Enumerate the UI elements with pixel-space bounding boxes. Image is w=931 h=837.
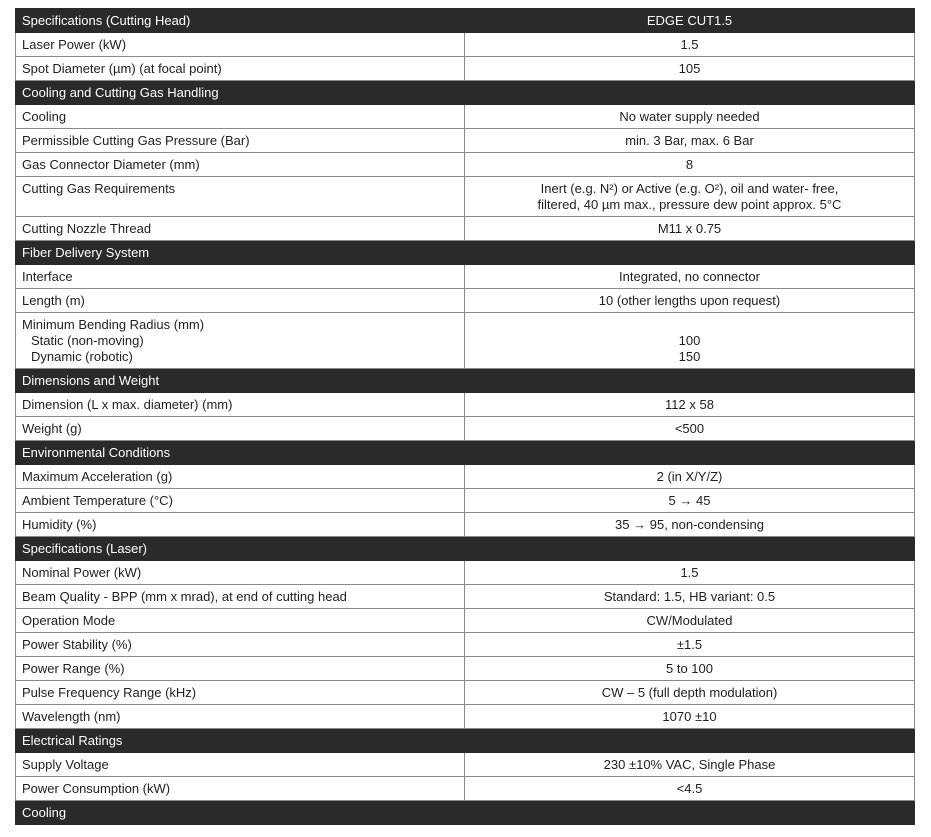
spec-value-cell	[465, 177, 915, 217]
spec-label: Supply Voltage	[22, 756, 109, 772]
spec-label-cell	[16, 217, 465, 241]
spec-label-cell	[16, 177, 465, 217]
section-header-row	[16, 801, 915, 825]
spec-value: <4.5	[676, 780, 703, 796]
spec-row	[16, 753, 915, 777]
section-title: Environmental Conditions	[16, 441, 465, 465]
spec-label-cell	[16, 513, 465, 537]
spec-value-cell	[465, 489, 915, 513]
spec-row	[16, 705, 915, 729]
spec-label: Interface	[22, 268, 73, 284]
spec-label-cell	[16, 417, 465, 441]
section-title: Electrical Ratings	[16, 729, 465, 753]
spec-label: Minimum Bending Radius (mm)	[22, 317, 205, 332]
spec-value: No water supply needed	[619, 108, 760, 124]
section-value	[465, 81, 915, 105]
spec-label: Nominal Power (kW)	[22, 564, 142, 580]
spec-row	[16, 417, 915, 441]
spec-row	[16, 153, 915, 177]
spec-row	[16, 393, 915, 417]
spec-value-cell	[465, 561, 915, 585]
spec-label: Cutting Gas Requirements	[22, 181, 176, 196]
section-value	[465, 441, 915, 465]
section-value	[465, 729, 915, 753]
spec-label-cell	[16, 681, 465, 705]
spec-value: 100	[678, 333, 701, 348]
spec-row	[16, 465, 915, 489]
spec-label: Maximum Acceleration (g)	[22, 468, 173, 484]
spec-value-cell	[465, 465, 915, 489]
section-value	[465, 369, 915, 393]
spec-label-cell	[16, 393, 465, 417]
spec-value: Inert (e.g. N²) or Active (e.g. O²), oil and water- free,	[540, 181, 839, 196]
spec-label: Power Range (%)	[22, 660, 125, 676]
spec-row	[16, 105, 915, 129]
spec-label: Laser Power (kW)	[22, 36, 127, 52]
section-title: Dimensions and Weight	[16, 369, 465, 393]
spec-label-cell	[16, 609, 465, 633]
spec-label-cell	[16, 313, 465, 369]
spec-value: 112 x 58	[665, 396, 714, 412]
spec-value-cell	[465, 289, 915, 313]
spec-value-cell	[465, 777, 915, 801]
spec-row	[16, 33, 915, 57]
spec-value: 8	[685, 156, 694, 172]
spec-label: Cutting Nozzle Thread	[22, 220, 152, 236]
spec-value: 230 ±10% VAC, Single Phase	[603, 756, 776, 772]
spec-row	[16, 777, 915, 801]
spec-row	[16, 177, 915, 217]
spec-value: 2 (in X/Y/Z)	[656, 468, 723, 484]
spec-value-cell	[465, 753, 915, 777]
section-header-row	[16, 9, 915, 33]
spec-value-cell	[465, 657, 915, 681]
section-value	[465, 801, 915, 825]
spec-value-cell	[465, 153, 915, 177]
spec-value-cell	[465, 265, 915, 289]
spec-row	[16, 289, 915, 313]
spec-row	[16, 633, 915, 657]
section-value	[465, 537, 915, 561]
spec-row	[16, 561, 915, 585]
spec-value: M11 x 0.75	[657, 220, 722, 236]
spec-value: Integrated, no connector	[619, 268, 760, 284]
section-header-row	[16, 537, 915, 561]
spec-label-cell	[16, 585, 465, 609]
section-title: Cooling	[16, 801, 465, 825]
spec-label: Power Consumption (kW)	[22, 780, 171, 796]
spec-value-cell	[465, 313, 915, 369]
spec-value: <500	[674, 420, 705, 436]
spec-label-cell	[16, 777, 465, 801]
spec-label-cell	[16, 633, 465, 657]
spec-value-cell	[465, 585, 915, 609]
spec-value: 150	[678, 349, 701, 364]
spec-value-cell	[465, 33, 915, 57]
spec-value: 1.5	[680, 36, 699, 52]
spec-label: Length (m)	[22, 292, 85, 308]
spec-label-cell	[16, 561, 465, 585]
spec-label-cell	[16, 489, 465, 513]
spec-row	[16, 609, 915, 633]
spec-table-body	[16, 9, 915, 825]
spec-value: 35 → 95, non-condensing	[615, 516, 764, 532]
spec-label-cell	[16, 105, 465, 129]
spec-row	[16, 489, 915, 513]
spec-label-cell	[16, 289, 465, 313]
spec-value: 1.5	[680, 564, 699, 580]
spec-label: Static (non-moving)	[31, 333, 144, 348]
spec-label: Spot Diameter (µm) (at focal point)	[22, 60, 222, 76]
spec-value-cell	[465, 705, 915, 729]
section-title: Fiber Delivery System	[16, 241, 465, 265]
spec-label-cell	[16, 753, 465, 777]
spec-value: 10 (other lengths upon request)	[598, 292, 781, 308]
spec-table	[15, 8, 915, 825]
spec-label: Pulse Frequency Range (kHz)	[22, 684, 197, 700]
spec-value-cell	[465, 609, 915, 633]
spec-label-cell	[16, 129, 465, 153]
spec-value-cell	[465, 417, 915, 441]
spec-label: Weight (g)	[22, 420, 82, 436]
section-title: Specifications (Laser)	[16, 537, 465, 561]
section-title: Specifications (Cutting Head)	[16, 9, 465, 33]
spec-label-cell	[16, 33, 465, 57]
spec-label: Gas Connector Diameter (mm)	[22, 156, 200, 172]
spec-label: Ambient Temperature (°C)	[22, 492, 173, 508]
spec-row	[16, 313, 915, 369]
spec-value: ±1.5	[676, 636, 703, 652]
section-title: Cooling and Cutting Gas Handling	[16, 81, 465, 105]
spec-value: 5 → 45	[668, 492, 711, 508]
section-value: EDGE CUT1.5	[465, 9, 915, 33]
spec-row	[16, 681, 915, 705]
spec-value: min. 3 Bar, max. 6 Bar	[625, 132, 754, 148]
section-header-row	[16, 729, 915, 753]
spec-value: Standard: 1.5, HB variant: 0.5	[603, 588, 776, 604]
spec-label: Cooling	[22, 108, 67, 124]
spec-value: 105	[678, 60, 701, 76]
spec-value: filtered, 40 µm max., pressure dew point approx. 5°C	[537, 197, 842, 212]
spec-value: CW/Modulated	[646, 612, 733, 628]
spec-value: 5 to 100	[666, 660, 713, 676]
spec-label-cell	[16, 465, 465, 489]
spec-label-cell	[16, 57, 465, 81]
section-header-row	[16, 441, 915, 465]
spec-row	[16, 657, 915, 681]
spec-value-cell	[465, 633, 915, 657]
spec-value-cell	[465, 105, 915, 129]
spec-row	[16, 129, 915, 153]
spec-label-cell	[16, 705, 465, 729]
spec-row	[16, 585, 915, 609]
spec-label: Dimension (L x max. diameter) (mm)	[22, 396, 233, 412]
spec-label: Wavelength (nm)	[22, 708, 121, 724]
section-header-row	[16, 369, 915, 393]
spec-row	[16, 265, 915, 289]
spec-row	[16, 217, 915, 241]
spec-value-cell	[465, 57, 915, 81]
spec-value-cell	[465, 513, 915, 537]
spec-row	[16, 57, 915, 81]
spec-label: Operation Mode	[22, 612, 116, 628]
spec-row	[16, 513, 915, 537]
section-header-row	[16, 241, 915, 265]
section-header-row	[16, 81, 915, 105]
spec-value-cell	[465, 681, 915, 705]
spec-label: Beam Quality - BPP (mm x mrad), at end of cutting head	[22, 588, 347, 604]
spec-value-cell	[465, 129, 915, 153]
spec-value-cell	[465, 393, 915, 417]
spec-label: Humidity (%)	[22, 516, 97, 532]
spec-label: Permissible Cutting Gas Pressure (Bar)	[22, 132, 250, 148]
section-value	[465, 241, 915, 265]
spec-value-cell	[465, 217, 915, 241]
spec-label-cell	[16, 265, 465, 289]
spec-value: 1070 ±10	[662, 708, 717, 724]
spec-label-cell	[16, 153, 465, 177]
spec-label: Dynamic (robotic)	[31, 349, 133, 364]
spec-value: CW – 5 (full depth modulation)	[601, 684, 778, 700]
spec-label: Power Stability (%)	[22, 636, 132, 652]
spec-label-cell	[16, 657, 465, 681]
